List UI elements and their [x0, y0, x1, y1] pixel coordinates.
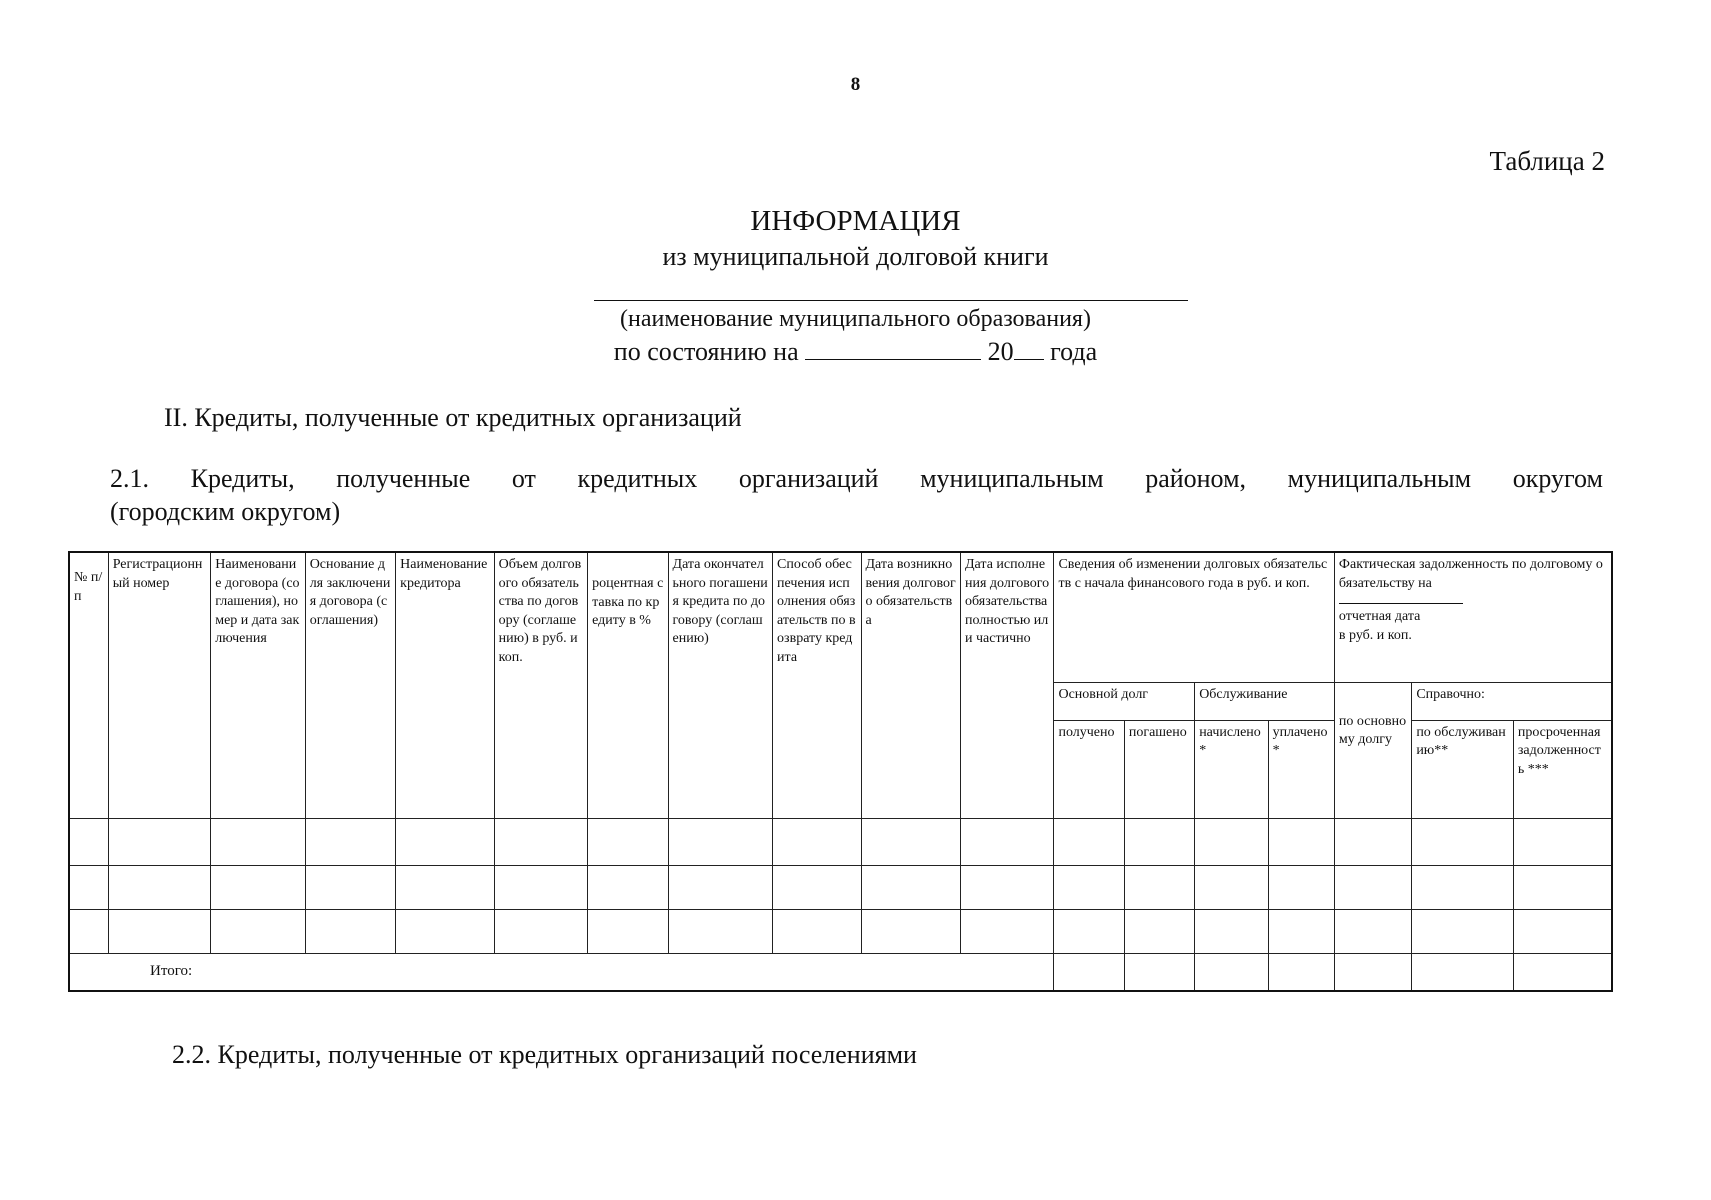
total-row [69, 953, 1612, 991]
document-title: ИНФОРМАЦИЯ [750, 205, 961, 237]
date-year: 20 [987, 337, 1014, 366]
section-ii-heading: II. Кредиты, полученные от кредитных организаций [164, 403, 742, 432]
header-actual-debt [1334, 552, 1612, 682]
table-row [69, 909, 1612, 953]
header-num: № п/п [69, 552, 108, 818]
table-row [69, 818, 1612, 865]
date-suffix: года [1050, 337, 1098, 366]
header-reg-number: Регистрационный номер [108, 552, 211, 818]
section-2-1-heading: 2.1. Кредиты, полученные от кредитных организаций муниципальным районом, муниципальным округом [110, 464, 1603, 493]
section-2-2-heading: 2.2. Кредиты, полученные от кредитных организаций поселениями [172, 1040, 917, 1069]
header-received: получено [1054, 720, 1124, 818]
header-repaid: погашено [1124, 720, 1194, 818]
header-overdue: просроченная задолженность *** [1513, 720, 1612, 818]
year-blank [1014, 337, 1044, 360]
header-changes: Сведения об изменении долговых обязательств с начала финансового года в руб. и коп. [1054, 552, 1334, 682]
debt-book-table [68, 551, 1613, 992]
date-prefix: по состоянию на [613, 337, 799, 366]
section-2-1-heading-cont: (городским округом) [110, 497, 341, 526]
header-origin-date: Дата возникновения долгового обязательства [861, 552, 961, 818]
header-maturity: Дата окончательного погашения кредита по договору (соглашению) [668, 552, 773, 818]
header-actual-debt-line1: Фактическая задолженность по долговому обязательству на [1338, 557, 1603, 591]
table-label: Таблица 2 [1489, 146, 1605, 176]
entity-name-label: (наименование муниципального образования) [620, 306, 1091, 332]
header-accrued: начислено * [1195, 720, 1268, 818]
header-principal: Основной долг [1054, 682, 1195, 720]
page-number: 8 [850, 74, 861, 95]
header-service: Обслуживание [1195, 682, 1335, 720]
header-rate: роцентная ставка по кредиту в % [588, 552, 668, 818]
table-row [69, 865, 1612, 909]
header-security: Способ обеспечения исполнения обязательств по возврату кредита [773, 552, 861, 818]
header-on-principal: по основному долгу [1334, 682, 1411, 818]
header-actual-debt-date: отчетная дата [1338, 609, 1421, 624]
header-fulfillment-date: Дата исполнения долгового обязательства полностью или частично [961, 552, 1054, 818]
date-line [0, 337, 1711, 367]
header-creditor: Наименование кредитора [396, 552, 495, 818]
date-blank [805, 337, 981, 360]
header-actual-debt-unit: в руб. и коп. [1338, 627, 1412, 643]
document-subtitle: из муниципальной долговой книги [662, 242, 1049, 271]
total-label: Итого: [69, 953, 1054, 991]
entity-name-blank-line [594, 300, 1188, 301]
header-on-service: по обслуживанию** [1412, 720, 1514, 818]
header-reference: Справочно: [1412, 682, 1612, 720]
header-volume: Объем долгового обязательства по договору (соглашению) в руб. и коп. [494, 552, 587, 818]
header-basis: Основание для заключения договора (соглашения) [305, 552, 395, 818]
header-paid: уплачено * [1268, 720, 1334, 818]
header-contract-name: Наименование договора (соглашения), номер и дата заключения [211, 552, 305, 818]
actual-debt-date-blank [1339, 603, 1463, 604]
